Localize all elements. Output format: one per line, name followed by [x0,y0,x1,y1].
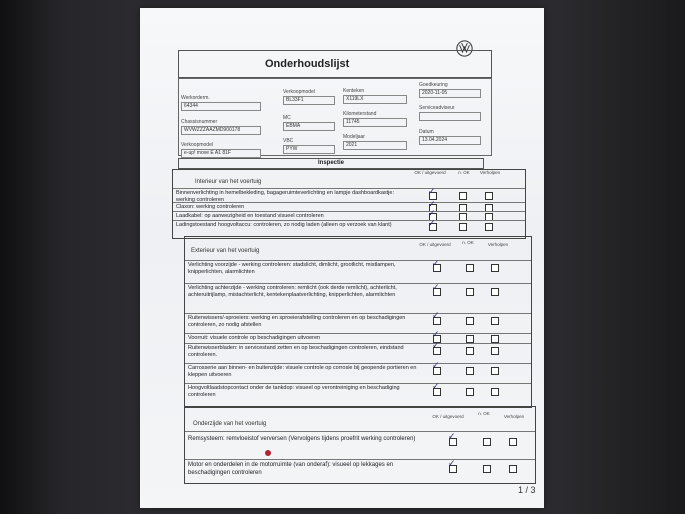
modeljaar-field [343,134,407,150]
row-label: Ladingstoestand hoogvoltaccu: controleren, zo nodig laden (alleen op verzoek van klant) [176,222,392,228]
verholpen-checkbox[interactable] [485,192,493,200]
exterieur-heading: Exterieur van het voertuig [191,248,260,254]
serviceadviseur-value [419,112,481,121]
checklist-row [185,363,531,384]
verholpen-checkbox[interactable] [491,335,499,343]
checklist-row [185,313,531,334]
col-ok-label: OK / uitgevoerd [414,170,446,175]
onderzijde-heading: Onderzijde van het voertuig [193,421,267,427]
nok-checkbox[interactable] [466,347,474,355]
check-mark: ✓ [428,219,436,229]
verholpen-checkbox[interactable] [491,367,499,375]
verholpen-checkbox[interactable] [509,465,517,473]
page-number: 1 / 3 [518,485,536,495]
row-label: Motor en onderdelen in de motorruimte (van onderaf): visueel op lekkages en beschadigingen controleren [188,462,394,476]
nok-checkbox[interactable] [466,367,474,375]
werkorder-label: Werkorderm. [181,95,210,101]
checklist-row [185,343,531,364]
maintenance-checklist-page [140,8,544,508]
nok-checkbox[interactable] [466,264,474,272]
check-mark: ✓ [448,459,456,469]
row-label: Verlichting achterzijde - werking controleren: remlicht (ook derde remlicht), achterlicht, achteruitrijlamp, mistachterlicht, kentekenplaatverlichting, knipperlichten, alarmlichten [188,285,397,298]
modeljaar-label: Modeljaar [343,134,365,140]
nok-checkbox[interactable] [466,317,474,325]
kilometerstand-field [343,111,407,127]
col-verholpen-label: Verholpen [503,414,525,419]
mc-label: MC [283,115,291,121]
check-mark: ✓ [428,209,436,219]
check-mark: ✓ [432,361,440,371]
verholpen-checkbox[interactable] [491,347,499,355]
check-mark: ✓ [432,330,440,340]
kenteken-field [343,88,407,104]
goedkeuring-label: Goedkeuring [419,82,448,88]
col-ok-label: OK / uitgevoerd [432,414,464,419]
nok-checkbox[interactable] [483,438,491,446]
vbc-field [283,138,335,154]
col-ok-label: OK / uitgevoerd [419,242,451,247]
verkoopmodel2-label: Verkoopmodel [181,142,213,148]
col-nok-label: n. OK [462,240,474,245]
page-title: Onderhoudslijst [265,58,350,70]
check-mark: ✓ [448,432,456,442]
col-verholpen-label: Verholpen [479,170,501,175]
red-marker [265,450,271,456]
nok-checkbox[interactable] [466,388,474,396]
checklist-row [185,383,531,406]
col-verholpen-label: Verholpen [487,242,509,247]
verkoopmodel2-value: e-up! move E A1 81F [181,149,261,158]
chassis-value: WVWZZZAAZMD900178 [181,126,261,135]
row-label: Laadkabel: op aanwezigheid en toestand visueel controleren [176,213,324,219]
vbc-value: PYW [283,145,335,154]
checklist-row [173,188,525,203]
row-label: Carrosserie aan binnen- en buitenzijde: visuele controle op corrosie bij geopende portieren en kleppen uitvoeren [188,365,417,378]
chassis-field [181,119,261,135]
verholpen-checkbox[interactable] [491,388,499,396]
interieur-section [172,169,526,239]
verkoopmodel-label: Verkoopmodel [283,89,315,95]
goedkeuring-field [419,82,481,98]
mc-field [283,115,335,131]
kilometerstand-label: Kilometerstand [343,111,377,117]
verkoopmodel2-field [181,142,261,158]
vehicle-info-box [178,78,492,156]
vbc-label: VBC [283,138,294,144]
nok-checkbox[interactable] [459,223,467,231]
verholpen-checkbox[interactable] [491,317,499,325]
verholpen-checkbox[interactable] [485,223,493,231]
datum-label: Datum [419,129,434,135]
row-label: Ruitenwissers/-sproeiers: werking en sproeierafstelling controleren en op beschadigingen controleren, zo nodig afstellen [188,315,406,328]
nok-checkbox[interactable] [466,288,474,296]
row-label: Ruitenwisserbladen: in servicestand zetten en op beschadigingen controleren, eindstand controleren. [188,345,404,358]
interieur-heading: Interieur van het voertuig [195,179,262,185]
verholpen-checkbox[interactable] [509,438,517,446]
checklist-row [185,283,531,314]
datum-value: 13.04.2024 [419,136,481,145]
title-box [178,50,492,78]
check-mark: ✓ [432,341,440,351]
check-mark: ✓ [432,311,440,321]
row-label: Remsysteem: remvloeistof verversen (Vervolgens tijdens proefrit werking controleren) [188,436,416,442]
col-nok-label: n. OK [458,170,470,175]
nok-checkbox[interactable] [466,335,474,343]
kenteken-label: Kenteken [343,88,365,94]
checklist-row [185,431,535,460]
chassis-label: Chassisnummer [181,119,218,125]
checklist-row [173,220,525,237]
row-label: Verlichting voorzijde - werking controleren: stadslicht, dimlicht, grootlicht, mistlampen, knipperlichten, alarmlichten [188,262,396,275]
nok-checkbox[interactable] [459,192,467,200]
row-label: Hoogvoltlaadstopcontact onder de tankdop: visueel op verontreiniging en beschadiging controleren [188,385,400,398]
kenteken-value: X119LX [343,95,407,104]
serviceadviseur-label: Serviceadviseur [419,105,455,111]
kilometerstand-value: 11745 [343,118,407,127]
row-label: Claxon: werking controleren [176,204,245,210]
row-label: Voorruit: visuele controle op beschadigingen uitvoeren [188,335,321,341]
werkorder-field [181,95,261,111]
nok-checkbox[interactable] [483,465,491,473]
goedkeuring-value: 2020-11-05 [419,89,481,98]
row-label: Binnenverlichting in hemelbekleding, bagageruimteverlichting en lampje dashboardkastje: werking controleren [176,190,394,203]
werkorder-value: 64344 [181,102,261,111]
mc-value: EBMA [283,122,335,131]
check-mark: ✓ [432,259,440,269]
verkoopmodel-field [283,89,335,105]
check-mark: ✓ [432,382,440,392]
exterieur-section [184,236,532,408]
verholpen-checkbox[interactable] [491,288,499,296]
check-mark: ✓ [432,283,440,293]
onderzijde-section [184,406,536,484]
serviceadviseur-field [419,105,481,121]
col-nok-label: n. OK [478,411,490,416]
modeljaar-value: 2021 [343,141,407,150]
checklist-row [185,459,535,482]
verholpen-checkbox[interactable] [491,264,499,272]
checklist-row [185,260,531,284]
check-mark: ✓ [428,200,436,210]
check-mark: ✓ [428,187,436,197]
datum-field [419,129,481,145]
verkoopmodel-value: BL33F1 [283,96,335,105]
inspectie-header: Inspectie [178,158,484,169]
